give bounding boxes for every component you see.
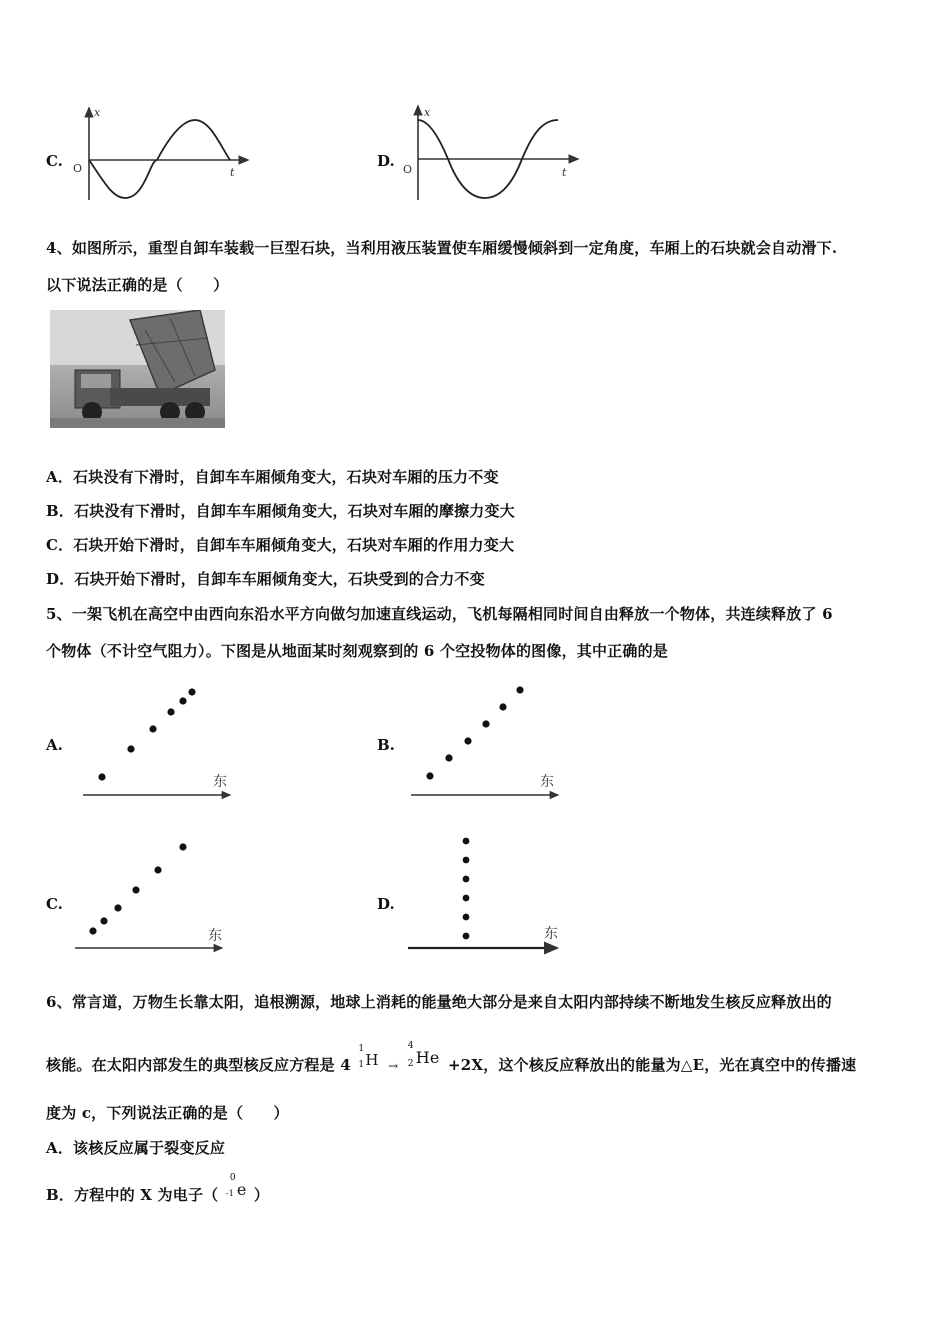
q3-graph-c (70, 100, 260, 205)
e-charge-number: -1 (225, 1189, 235, 1198)
drop-dot (463, 895, 470, 902)
drop-dot (149, 725, 156, 732)
axis-x-label: x (94, 106, 101, 119)
q5-diagram-d (405, 832, 565, 957)
drop-dot (167, 708, 174, 715)
q3-option-d-label: D. (377, 152, 395, 170)
axis-x-label: x (424, 106, 431, 119)
drop-dot (499, 703, 506, 710)
east-label: 东 (213, 774, 227, 790)
origin-label: O (73, 162, 83, 175)
origin-label: O (403, 163, 413, 176)
h-atomic-number: 1 (358, 1060, 365, 1070)
nuclide-electron (225, 1173, 247, 1204)
q4-stem-line1: 4、如图所示，重型自卸车装载一巨型石块，当利用液压装置使车厢缓慢倾斜到一定角度，车厢上的石块就会自动滑下. (46, 239, 838, 257)
q5-diagram-c (72, 838, 237, 958)
q6-line2-pre: 核能。在太阳内部发生的典型核反应方程是 4 (46, 1056, 351, 1074)
drop-dot (127, 745, 134, 752)
q5-option-c-label: C. (46, 895, 63, 913)
sine-curve-c (89, 120, 230, 198)
q4-option-b: B．石块没有下滑时，自卸车车厢倾角变大，石块对车厢的摩擦力变大 (46, 502, 515, 520)
drop-dot (516, 686, 523, 693)
q6-stem-line2 (46, 1041, 857, 1075)
q3-graph-d (400, 100, 590, 205)
q6-optb-pre: B．方程中的 X 为电子（ (46, 1186, 219, 1204)
dump-truck-photo (50, 310, 225, 428)
nuclide-hydrogen (358, 1044, 379, 1074)
q5-option-b-label: B. (377, 736, 395, 754)
drop-dot (464, 737, 471, 744)
reaction-arrow: → (388, 1059, 399, 1073)
drop-dot (100, 917, 107, 924)
h-mass-number: 1 (358, 1044, 365, 1054)
drop-dot (463, 914, 470, 921)
q5-stem-line2: 个物体（不计空气阻力）。下图是从地面某时刻观察到的 6 个空投物体的图像，其中正确的是 (46, 642, 668, 660)
drop-dot (463, 933, 470, 940)
drop-dot (114, 904, 121, 911)
q6-optb-post: ） (253, 1186, 270, 1204)
drop-dot (132, 886, 139, 893)
q4-stem-line2: 以下说法正确的是（ ） (46, 276, 229, 294)
he-atomic-number: 2 (407, 1059, 414, 1069)
q4-option-d: D．石块开始下滑时，自卸车车厢倾角变大，石块受到的合力不变 (46, 570, 485, 588)
q5-diagram-a (80, 680, 240, 805)
e-symbol: e (236, 1180, 247, 1199)
east-label: 东 (540, 774, 554, 790)
h-symbol: H (365, 1051, 379, 1069)
drop-dot (98, 773, 105, 780)
he-mass-number: 4 (407, 1041, 414, 1051)
q4-option-a: A．石块没有下滑时，自卸车车厢倾角变大，石块对车厢的压力不变 (46, 468, 499, 486)
drop-dot (188, 688, 195, 695)
drop-dot (89, 927, 96, 934)
he-symbol: He (415, 1048, 440, 1067)
q6-stem-line3: 度为 c，下列说法正确的是（ ） (46, 1104, 289, 1122)
q6-line2-post: +2X，这个核反应释放出的能量为△E，光在真空中的传播速 (448, 1056, 857, 1074)
drop-dot (445, 754, 452, 761)
q6-option-a: A．该核反应属于裂变反应 (46, 1139, 226, 1157)
q6-option-b (46, 1173, 270, 1205)
east-label: 东 (208, 928, 222, 944)
drop-dot (179, 843, 186, 850)
q5-option-a-label: A. (46, 736, 63, 754)
q4-option-c: C．石块开始下滑时，自卸车车厢倾角变大，石块对车厢的作用力变大 (46, 536, 515, 554)
q6-stem-line1: 6、常言道，万物生长靠太阳，追根溯源，地球上消耗的能量绝大部分是来自太阳内部持续不断地发生核反应释放出的 (46, 993, 832, 1011)
drop-dot (463, 857, 470, 864)
drop-dot (482, 720, 489, 727)
q5-stem-line1: 5、一架飞机在高空中由西向东沿水平方向做匀加速直线运动，飞机每隔相同时间自由释放一个物体，共连续释放了 6 (46, 605, 833, 623)
drop-dot (463, 876, 470, 883)
q3-option-c-label: C. (46, 152, 63, 170)
drop-dot (426, 772, 433, 779)
q5-option-d-label: D. (377, 895, 395, 913)
axis-t-label: t (562, 166, 567, 179)
east-label: 东 (544, 926, 558, 942)
e-mass-number: 0 (229, 1173, 236, 1183)
nuclide-helium (407, 1041, 440, 1074)
q5-diagram-b (408, 680, 568, 805)
drop-dot (463, 838, 470, 845)
axis-t-label: t (230, 166, 235, 179)
drop-dot (154, 866, 161, 873)
drop-dot (179, 697, 186, 704)
